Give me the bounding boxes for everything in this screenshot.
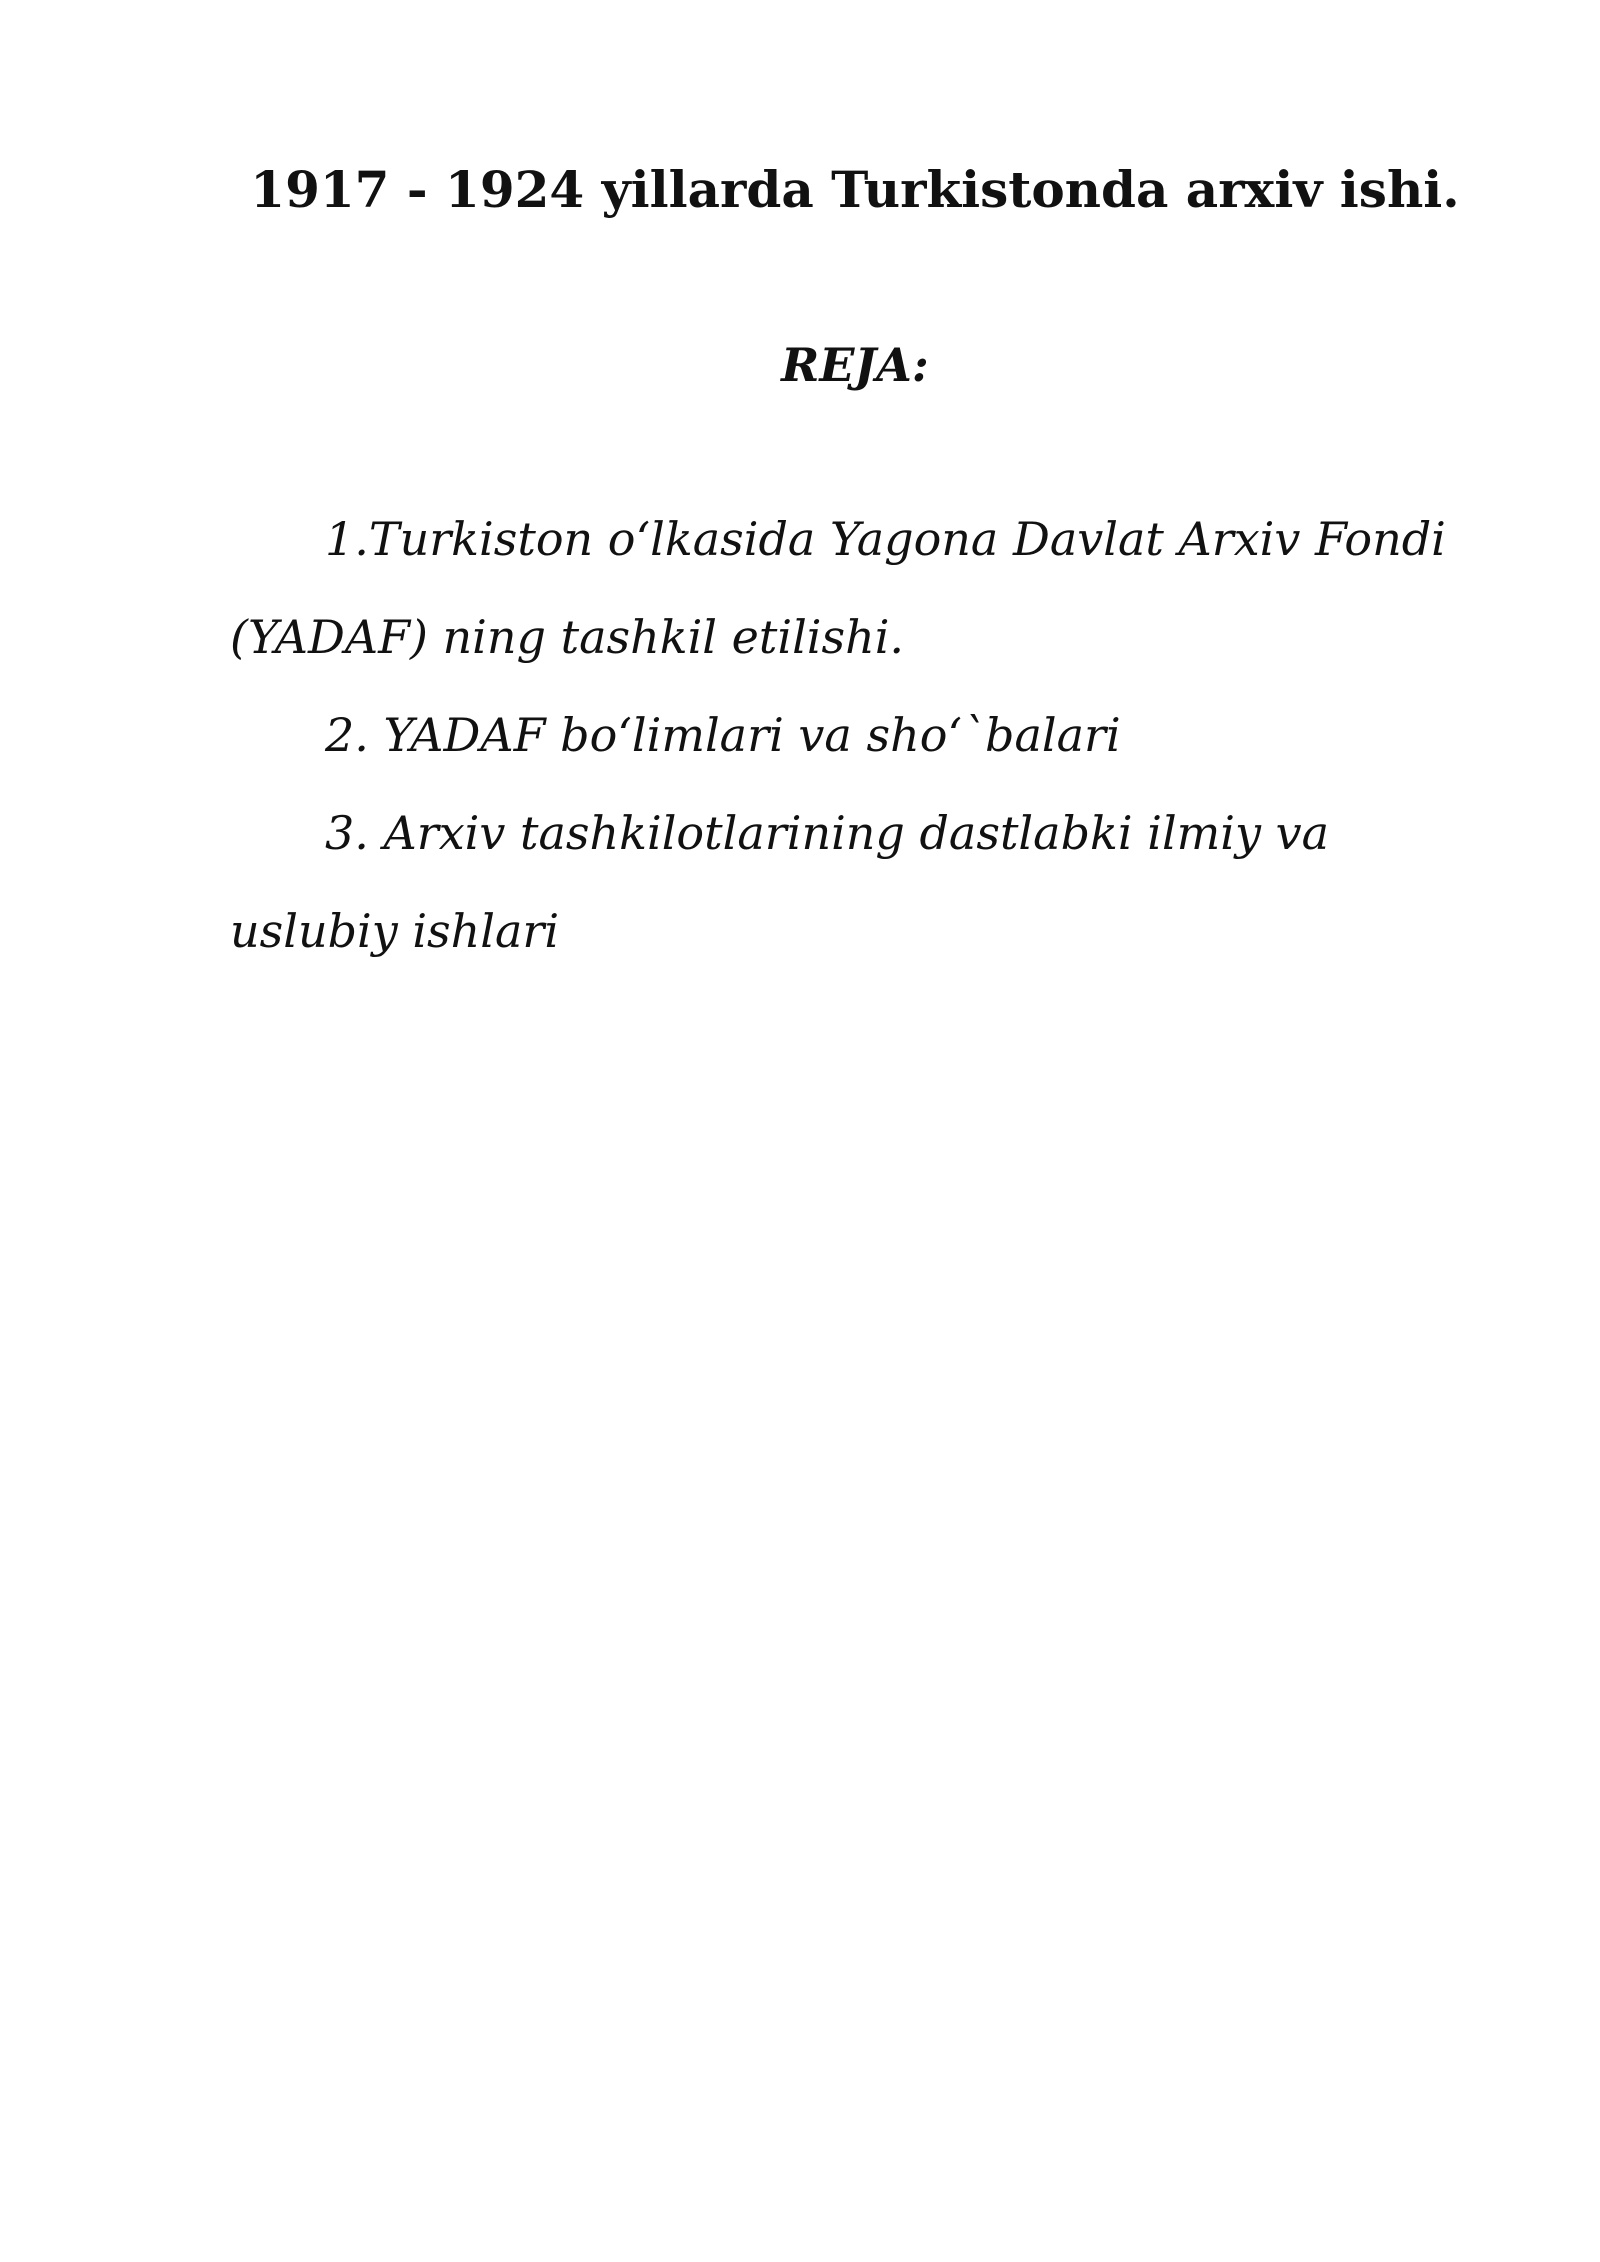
plan-item-3: 3. Arxiv tashkilotlarining dastlabki ilmiy va uslubiy ishlari [230,806,1330,958]
document-title: 1917 - 1924 yillarda Turkistonda arxiv ishi. [250,160,1460,219]
plan-list [230,490,1490,980]
plan-item-1: 1.Turkiston o‘lkasida Yagona Davlat Arxiv Fondi (YADAF) ning tashkil etilishi. [230,512,1446,664]
plan-heading: REJA: [781,338,929,392]
plan-item-2: 2. YADAF bo‘limlari va sho‘`balari [325,708,1121,762]
